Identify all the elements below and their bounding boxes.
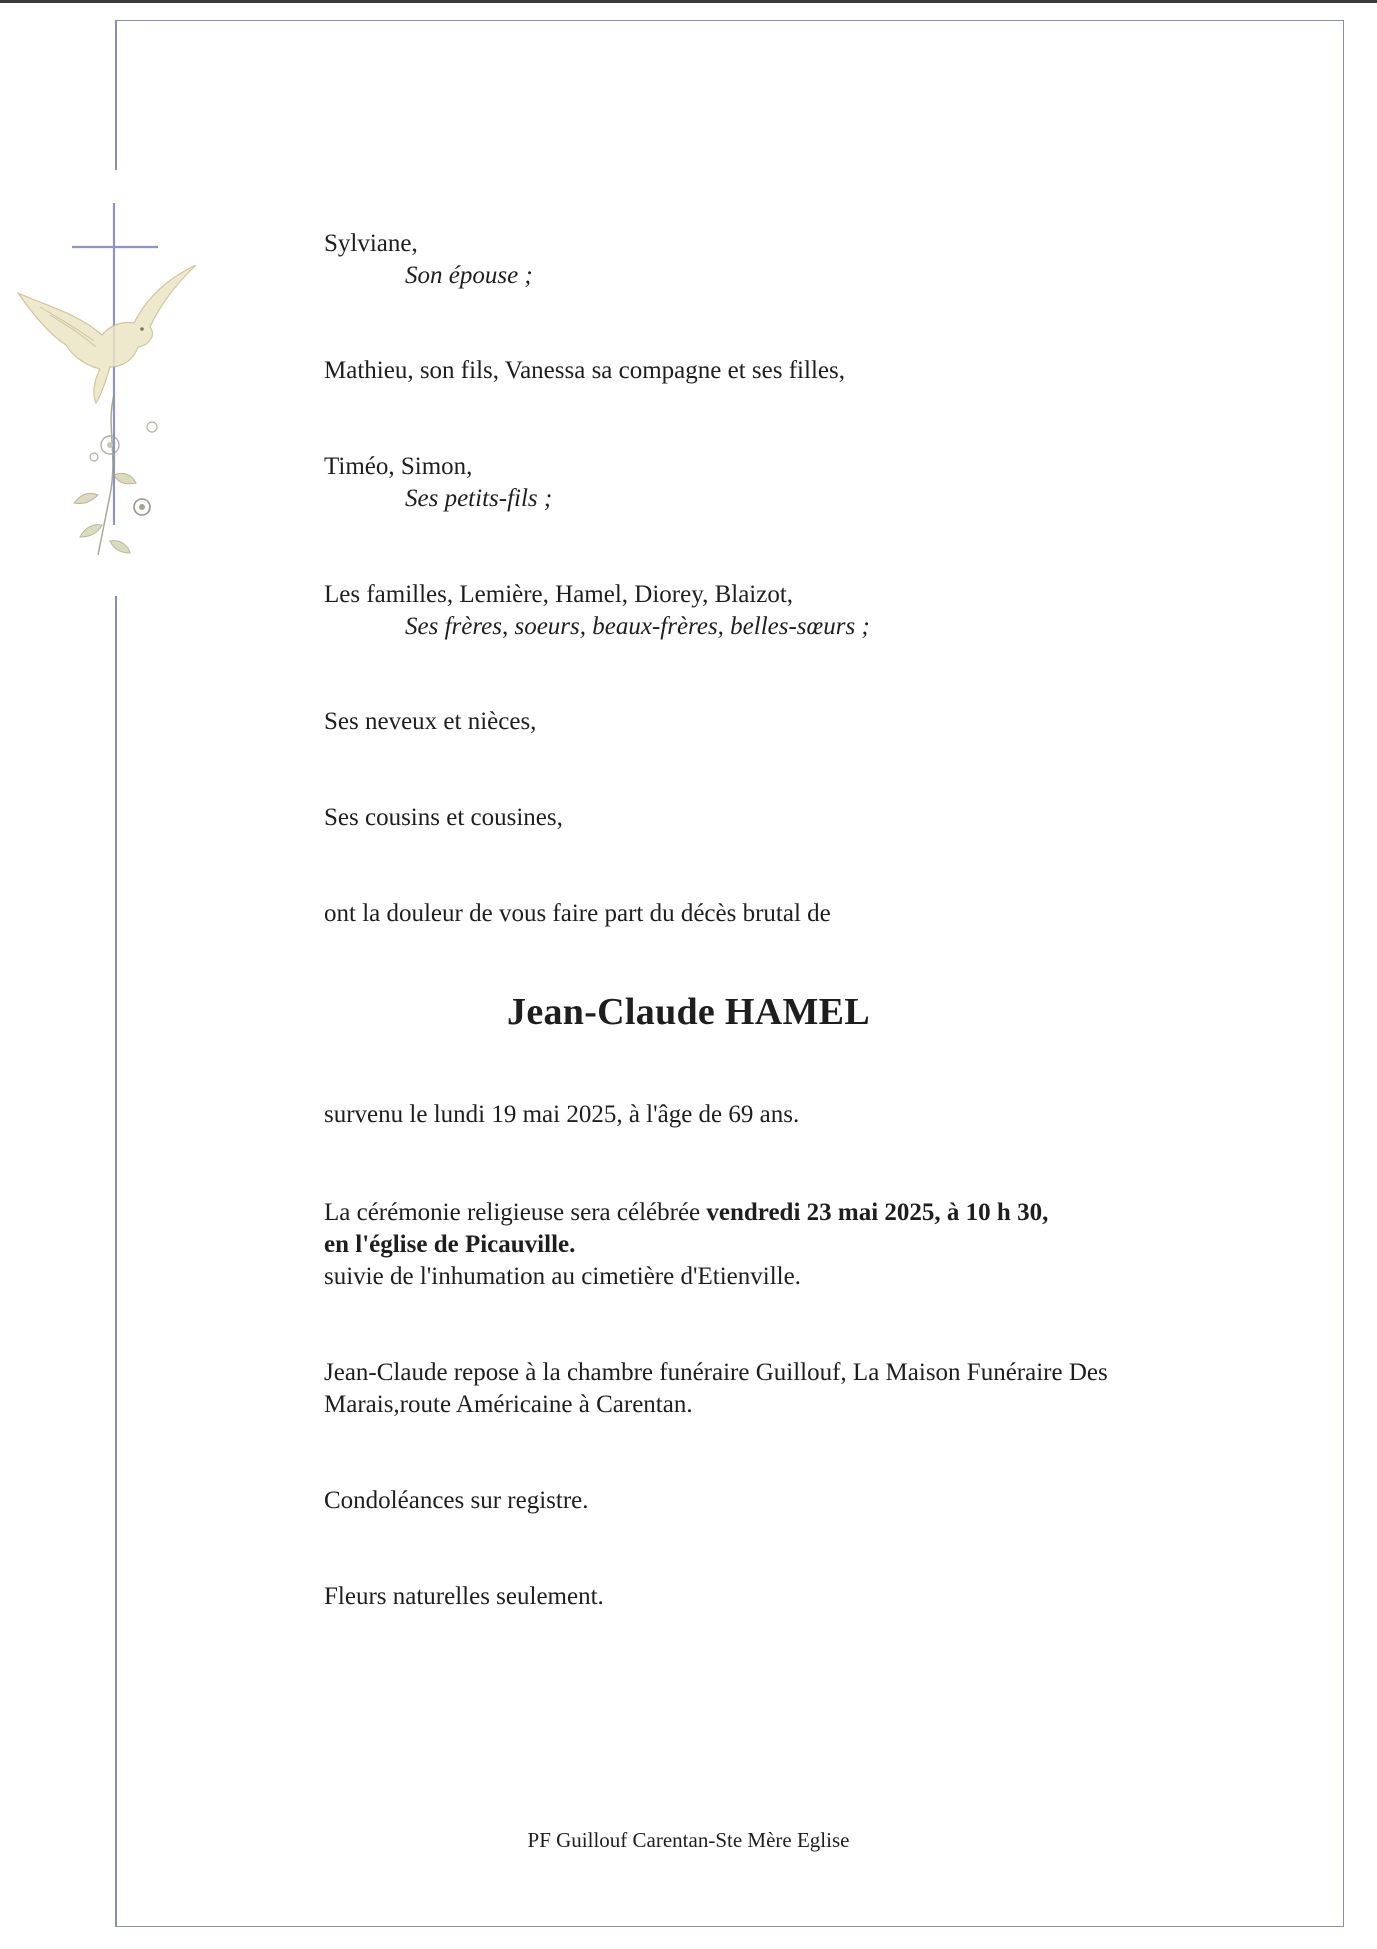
families-names: Les familles, Lemière, Hamel, Diorey, Blaizot, <box>324 581 794 608</box>
grandchildren-names: Timéo, Simon, <box>324 453 473 480</box>
burial-line: suivie de l'inhumation au cimetière d'Etienville. <box>324 1263 801 1290</box>
funeral-home-footer: PF Guillouf Carentan-Ste Mère Eglise <box>527 1828 850 1852</box>
frame-left-border-upper <box>115 20 117 170</box>
spouse-name: Sylviane, <box>324 230 418 257</box>
spouse-relation: Son épouse ; <box>405 262 533 289</box>
announcement-intro: ont la douleur de vous faire part du décès brutal de <box>324 900 831 927</box>
death-info: survenu le lundi 19 mai 2025, à l'âge de 69 ans. <box>324 1101 800 1128</box>
frame-left-border-lower <box>115 596 117 1926</box>
nephews-line: Ses neveux et nièces, <box>324 708 537 735</box>
dove-icon <box>18 265 196 403</box>
cross-dove-ornament <box>10 195 210 595</box>
ceremony-line <box>324 1198 1048 1228</box>
ceremony-place: en l'église de Picauville. <box>324 1231 576 1258</box>
page-frame <box>115 20 1344 1927</box>
cousins-line: Ses cousins et cousines, <box>324 804 563 831</box>
ceremony-intro: La cérémonie religieuse sera célébrée <box>324 1199 707 1226</box>
families-relation: Ses frères, soeurs, beaux-frères, belles-sœurs ; <box>405 613 870 640</box>
repose-line-1: Jean-Claude repose à la chambre funéraire Guillouf, La Maison Funéraire Des <box>324 1359 1108 1386</box>
flower-sprig-icon <box>74 395 157 555</box>
deceased-name-text: Jean-Claude HAMEL <box>507 991 870 1033</box>
ceremony-date-time: vendredi 23 mai 2025, à 10 h 30, <box>706 1199 1049 1226</box>
son-line: Mathieu, son fils, Vanessa sa compagne et ses filles, <box>324 357 845 384</box>
deceased-name <box>0 990 1377 1034</box>
repose-line-2: Marais,route Américaine à Carentan. <box>324 1391 693 1418</box>
flowers-line: Fleurs naturelles seulement. <box>324 1583 604 1610</box>
condolences-line: Condoléances sur registre. <box>324 1487 589 1514</box>
grandchildren-relation: Ses petits-fils ; <box>405 485 553 512</box>
page-top-edge <box>0 0 1377 3</box>
